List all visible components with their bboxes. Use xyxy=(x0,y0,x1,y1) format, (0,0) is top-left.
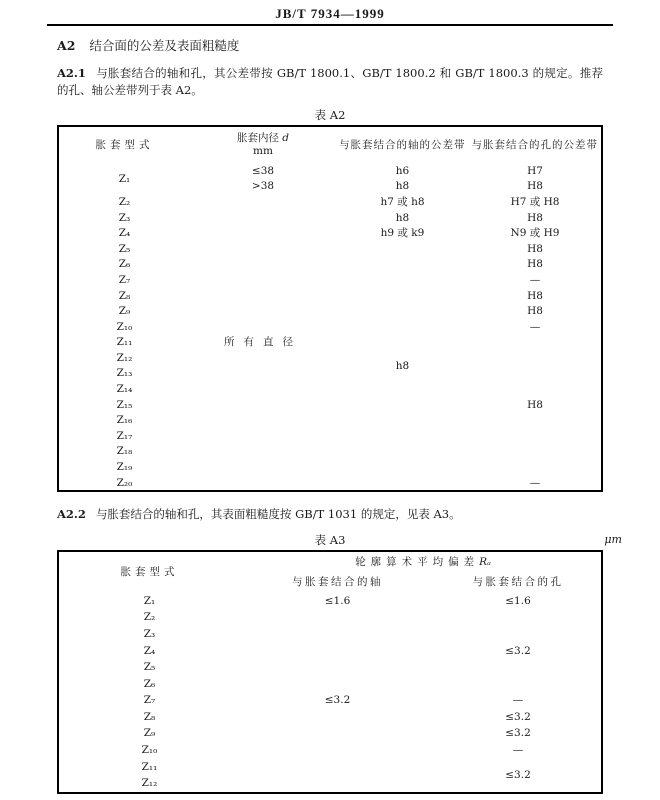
cell-type: Z₁₃ xyxy=(116,367,133,380)
cell-type: Z₄ xyxy=(143,644,156,657)
header-hole-tolerance: 与胀套结合的孔的公差带 xyxy=(471,138,598,151)
cell-type: Z₁₂ xyxy=(141,777,158,790)
cell-shaft: h8 xyxy=(395,180,410,193)
cell-type: Z₄ xyxy=(118,227,131,240)
header-hole: 与胀套结合的孔 xyxy=(472,576,564,589)
cell-hole: — xyxy=(529,476,541,489)
cell-type: Z₁₇ xyxy=(116,429,133,442)
cell-hole-ra: — xyxy=(512,694,524,707)
cell-hole: H8 xyxy=(527,180,543,193)
header-inner-diameter xyxy=(190,127,336,163)
header-d-variable: d xyxy=(282,132,290,144)
cell-hole: H8 xyxy=(527,242,543,255)
doc-number: JB/T 7934—1999 xyxy=(275,6,385,21)
cell-hole: H8 xyxy=(527,305,543,318)
paragraph-a22 xyxy=(57,506,603,523)
cell-type: Z₁₄ xyxy=(116,383,133,396)
cell-type: Z₂₀ xyxy=(116,476,133,489)
cell-shaft: h9 或 k9 xyxy=(380,227,425,240)
cell-type: Z₁₆ xyxy=(116,414,133,427)
cell-hole: — xyxy=(529,273,541,286)
cell-type: Z₇ xyxy=(143,694,156,707)
table-row xyxy=(59,194,601,210)
cell-hole: H8 xyxy=(527,211,543,224)
cell-diameter: >38 xyxy=(251,180,275,193)
cell-shaft: h6 xyxy=(395,164,410,177)
cell-hole-ra-z10: — xyxy=(512,743,524,756)
cell-type: Z₈ xyxy=(118,289,131,302)
cell-type: Z₁₂ xyxy=(116,351,133,364)
table-a3 xyxy=(57,550,603,793)
header-sleeve-type: 胀套型式 xyxy=(95,138,154,151)
cell-type: Z₁₈ xyxy=(116,445,133,458)
cell-type: Z₁ xyxy=(118,172,131,185)
table-a2 xyxy=(57,125,603,492)
header-sleeve-type: 胀套型式 xyxy=(120,566,179,579)
header-ra-label: 轮廓算术平均偏差 xyxy=(355,556,480,569)
cell-type: Z₁₁ xyxy=(141,760,158,773)
header-shaft: 与胀套结合的轴 xyxy=(292,576,383,589)
cell-type: Z₁₀ xyxy=(141,744,158,757)
cell-hole: N9 或 H9 xyxy=(510,227,560,240)
paragraph-a22-text: 与胀套结合的轴和孔，其表面粗糙度按 GB/T 1031 的规定，见表 A3。 xyxy=(95,507,461,522)
header-rule xyxy=(47,24,613,26)
section-heading xyxy=(57,38,603,53)
table-a2-header-row xyxy=(59,127,601,163)
cell-shaft-ra: ≤1.6 xyxy=(324,594,351,607)
table-row xyxy=(59,163,601,179)
cell-shaft: h8 xyxy=(395,211,410,224)
cell-hole: H7 xyxy=(527,164,543,177)
cell-type: Z₃ xyxy=(143,627,156,640)
table-a2-caption: 表 A2 xyxy=(314,108,346,122)
cell-shaft-merged: h8 xyxy=(395,359,410,372)
table-a3-caption-row xyxy=(57,533,622,548)
table-row xyxy=(59,592,601,609)
header-inner-diameter-label xyxy=(190,132,336,145)
cell-all-diameters: 所有直径 xyxy=(224,336,302,349)
paragraph-a21 xyxy=(57,65,603,99)
cell-hole: H7 或 H8 xyxy=(510,195,560,208)
cell-shaft: h7 或 h8 xyxy=(380,195,425,208)
page-content xyxy=(57,38,622,794)
table-a3-unit: μm xyxy=(604,533,622,547)
cell-hole: H8 xyxy=(527,289,543,302)
section-label: A2 xyxy=(57,38,76,53)
table-a3-caption: 表 A3 xyxy=(314,533,346,548)
header-ra-symbol: Rₐ xyxy=(479,556,491,569)
cell-type: Z₅ xyxy=(118,242,131,255)
cell-hole-ra-stacked xyxy=(435,725,601,758)
cell-hole-ra: ≤1.6 xyxy=(505,594,531,607)
cell-type: Z₈ xyxy=(143,710,156,723)
cell-type: Z₉ xyxy=(118,305,131,318)
header-d-unit: mm xyxy=(253,145,273,157)
table-a3-header-row-1 xyxy=(59,552,601,572)
cell-type: Z₁₀ xyxy=(116,320,133,333)
header-d-title: 胀套内径 xyxy=(236,132,279,144)
paragraph-a21-label: A2.1 xyxy=(57,66,86,80)
cell-hole-ra: ≤3.2 xyxy=(505,710,531,723)
paragraph-a22-label: A2.2 xyxy=(57,507,86,522)
header-ra xyxy=(240,552,601,572)
cell-hole: H8 xyxy=(527,258,543,271)
cell-type: Z₆ xyxy=(118,258,131,271)
cell-hole-ra-z9: ≤3.2 xyxy=(505,727,531,740)
header-tolerance-zones xyxy=(336,127,601,163)
cell-hole-ra-merged: ≤3.2 xyxy=(505,768,531,781)
cell-hole-merged: H8 xyxy=(527,398,543,411)
cell-type: Z₂ xyxy=(118,195,131,208)
section-title: 结合面的公差及表面粗糙度 xyxy=(89,38,240,53)
cell-diameter: ≤38 xyxy=(251,164,275,177)
cell-type: Z₉ xyxy=(143,727,156,740)
cell-type: Z₅ xyxy=(143,661,156,674)
cell-type: Z₁₁ xyxy=(116,336,133,349)
cell-type: Z₆ xyxy=(143,677,156,690)
cell-shaft-ra-merged: ≤3.2 xyxy=(324,694,351,707)
table-row xyxy=(59,609,601,626)
cell-hole: — xyxy=(529,320,541,333)
cell-type: Z₃ xyxy=(118,211,131,224)
paragraph-a21-text: 与胀套结合的轴和孔，其公差带按 GB/T 1800.1、GB/T 1800.2 和 GB/T 1800.3 的规定。推荐的孔、轴公差带列于表 A2。 xyxy=(57,66,603,97)
header-shaft-tolerance: 与胀套结合的轴的公差带 xyxy=(339,138,466,151)
cell-type: Z₁₅ xyxy=(116,398,133,411)
cell-type: Z₁ xyxy=(143,594,156,607)
cell-type: Z₇ xyxy=(118,273,131,286)
cell-hole-ra-merged: ≤3.2 xyxy=(505,644,531,657)
cell-type: Z₂ xyxy=(143,611,156,624)
cell-type: Z₁₉ xyxy=(116,461,133,474)
